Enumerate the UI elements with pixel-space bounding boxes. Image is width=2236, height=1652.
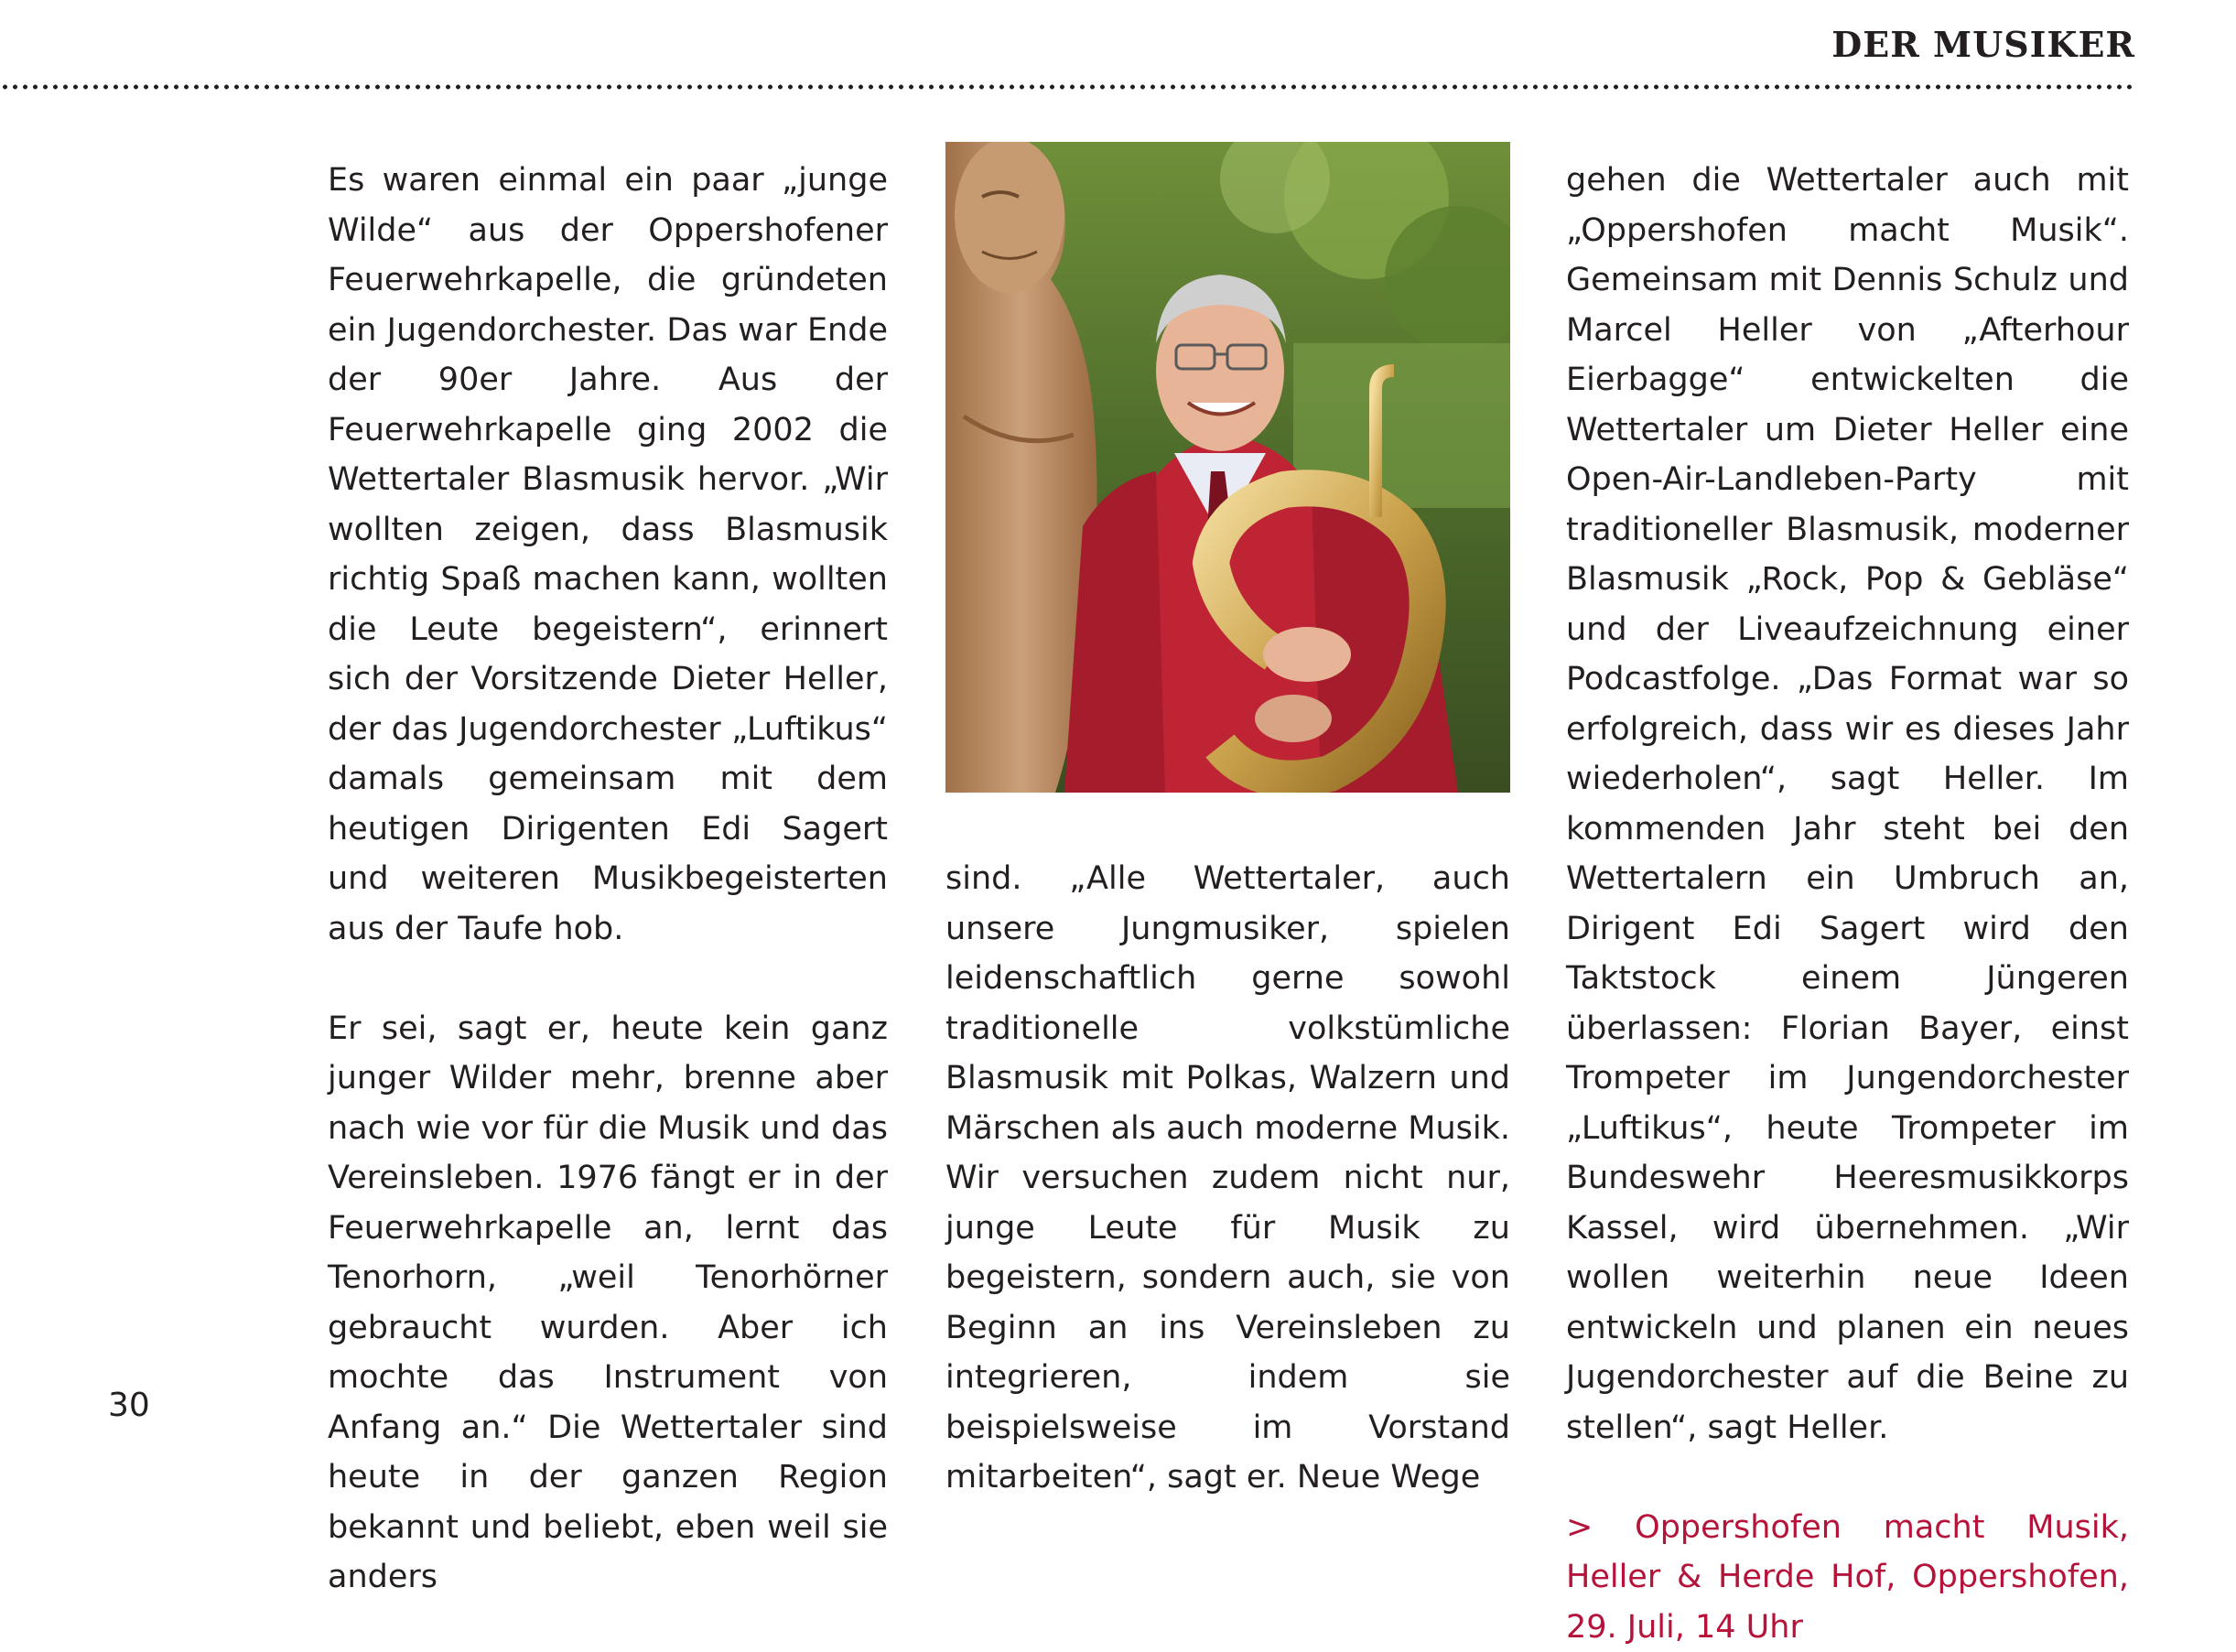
- article-column-1: [328, 156, 888, 1603]
- event-info: > Oppershofen macht Musik, Heller & Herde Hof, Oppershofen, 29. Juli, 14 Uhr: [1566, 1503, 2129, 1652]
- article-column-2: [945, 854, 1510, 1503]
- section-title: DER MUSIKER: [1831, 24, 2135, 65]
- article-column-3: [1566, 156, 2129, 1652]
- article-paragraph: gehen die Wettertaler auch mit „Oppershofen macht Musik“. Gemeinsam mit Dennis Schulz und Marcel Heller von „Afterhour Eierbagge“ entwickelten die Wettertaler um Dieter Heller eine Open-Air-Landleben-Party mit traditioneller Blasmusik, moderner Blasmusik „Rock, Pop & Gebläse“ und der Liveaufzeichnung einer Podcastfolge. „Das Format war so erfolgreich, dass wir es dieses Jahr wiederholen“, sagt Heller. Im kommenden Jahr steht bei den Wettertalern ein Umbruch an, Dirigent Edi Sagert wird den Taktstock einem Jüngeren überlassen: Florian Bayer, einst Trompeter im Jungendorchester „Luftikus“, heute Trompeter im Bundeswehr Heeresmusikkorps Kassel, wird übernehmen. „Wir wollen weiterhin neue Ideen entwickeln und planen ein neues Jugendorchester auf die Beine zu stellen“, sagt Heller.: [1566, 156, 2129, 1452]
- page-number: 30: [108, 1387, 150, 1424]
- article-paragraph: Er sei, sagt er, heute kein ganz junger Wilder mehr, brenne aber nach wie vor für die Musik und das Vereinsleben. 1976 fängt er in der Feuerwehrkapelle an, lernt das Tenorhorn, „weil Tenorhörner gebraucht wurden. Aber ich mochte das Instrument von Anfang an.“ Die Wettertaler sind heute in der ganzen Region bekannt und beliebt, eben weil sie anders: [328, 1004, 888, 1603]
- musician-photo: [945, 142, 1510, 793]
- article-paragraph: sind. „Alle Wettertaler, auch unsere Jungmusiker, spielen leidenschaftlich gerne sowohl traditionelle volkstümliche Blasmusik mit Polkas, Walzern und Märschen als auch moderne Musik. Wir versuchen zudem nicht nur, junge Leute für Musik zu begeistern, sondern auch, sie von Beginn an ins Vereinsleben zu integrieren, indem sie beispielsweise im Vorstand mitarbeiten“, sagt er. Neue Wege: [945, 854, 1510, 1503]
- dotted-divider: [0, 84, 2133, 90]
- article-paragraph: Es waren einmal ein paar „junge Wilde“ aus der Oppershofener Feuerwehrkapelle, die gründeten ein Jugendorchester. Das war Ende der 90er Jahre. Aus der Feuerwehrkapelle ging 2002 die Wettertaler Blasmusik hervor. „Wir wollten zeigen, dass Blasmusik richtig Spaß machen kann, wollten die Leute begeistern“, erinnert sich der Vorsitzende Dieter Heller, der das Jugendorchester „Luftikus“ damals gemeinsam mit dem heutigen Dirigenten Edi Sagert und weiteren Musikbegeisterten aus der Taufe hob.: [328, 156, 888, 954]
